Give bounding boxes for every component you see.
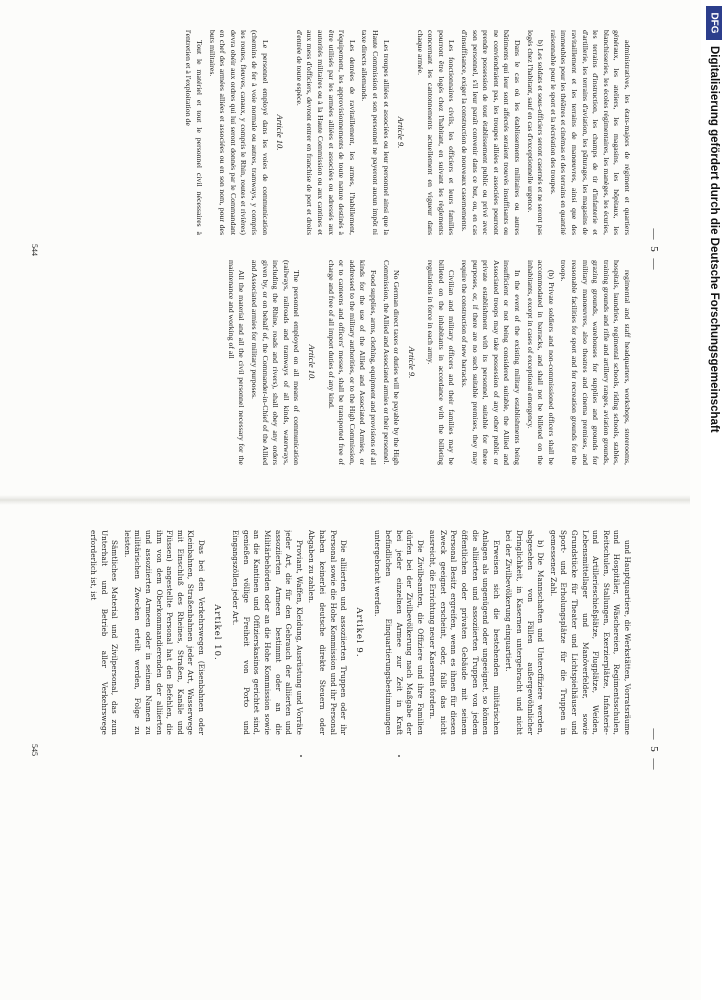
left-page — [0, 0, 690, 500]
dfg-logo-icon — [706, 6, 722, 40]
article-heading: Artikel 10. — [211, 604, 222, 661]
paragraph: Tout le matériel et tout le personnel civil nécessaires à l'entretien et à l'exploitation de — [184, 30, 205, 235]
article-heading: Article 9. — [406, 346, 417, 379]
right-page — [0, 500, 690, 1000]
paragraph: Le personnel employé dans les voies de communication (chemins de fer à voie normale ou autres, tramways, y compris les routes, fleuves, canaux, y compris le Rhin, routes et rivières) devra obéir aux ordres qui lui seront donnés par le Commandant en chef des armées alliées et associées ou en son nom, pour des buts militaires. — [207, 30, 270, 235]
article-heading: Artikel 9. — [353, 607, 364, 658]
paragraph: Les fonctionnaires civils, les officiers et leurs familles pourront être logés chez l'habitant, en suivant les règlements concernant les cantonnements actuellement en vigueur dans chaque armée. — [415, 30, 457, 235]
digitization-credit — [707, 46, 721, 946]
page-footer-number: 544 — [30, 244, 39, 256]
paragraph: Die Zivilbeamten, die Offiziere und ihre Familien dürfen bei der Zivilbevölkerung nach Maßgabe der bei jeder einzelnen Armee zur Zeit in Kraft befindlichen Einquartierungsbestimmungen untergebracht werden. — [373, 530, 425, 735]
article-heading: Article 10. — [275, 114, 286, 151]
paragraph: Les denrées de ravitaillement, les armes, l'habillement, l'équipement, les approvisionnements de toute nature destinés à être utilisés par les armées alliées et associées ou adressés aux autorités militaires ou à la Haute Commission ou aux cantines et aux mess d'officiers, devront entrer en franchise de port et droits d'entrée de toute espèce. — [294, 30, 357, 235]
dfg-logo-text: DFG — [708, 12, 720, 34]
paragraph: und Hauptquartiere, die Werkstätten, Vorratsräume und Hospitäler, Wäschereien, Regimentsschulen, Reitschulen, Stallungen, Exerzierplätze, Infanterie- und Artillerieschießplätze, Flugplätze, Weiden, Lebensmittellager und Manöverfelder, sowie Grundstücke für Theater und Lichtspielhäuser und Sport- und Erholungsplätze für die Truppen in gemessener Zahl. — [548, 530, 632, 735]
paragraph: The personnel employed on all means of communication (railways, railroads and tramways of all kinds, waterways, including the Rhine, roads and rivers), shall obey any orders given by, or on behalf of, the Commander-in-Chief of the Allied and Associated armies for military purposes. — [250, 260, 302, 465]
page-number: — 5 — — [648, 228, 660, 272]
punch-mark — [300, 755, 302, 757]
paragraph: Civilian and military officers and their families may be billeted on the inhabitants in accordance with the billeting regulations in force in each army. — [426, 260, 457, 465]
page-number: — 5 — — [648, 728, 660, 772]
french-column — [46, 30, 632, 235]
punch-mark — [398, 755, 400, 757]
paragraph: In the event of the existing military establishments being insufficient or not being considered suitable, the Allied and Associated troops may take possession of any other public or private establishment with its personnel, suitable for these purposes, or, if there are no such suitable premises, they may require the construction of new barracks. — [460, 260, 523, 465]
digitization-sidebar — [701, 0, 727, 1000]
paragraph: (b) Private soldiers and non-commissioned officers shall be accommodated in barracks, and shall not be billeted on the inhabitants, except in cases of exceptional emergency. — [525, 260, 556, 465]
paragraph: Sämtliches Material und Zivilpersonal, das zum Unterhalt und Betrieb aller Verkehrswege erforderlich ist, ist — [89, 530, 120, 735]
paragraph: b) Die Mannschaften und Unteroffiziere werden, abgesehen von Fällen außergewöhnlicher Dringlichkeit, in Kasernen untergebracht und nicht bei der Zivilbevölkerung einquartiert. — [504, 530, 546, 735]
page-footer-number: 545 — [30, 744, 39, 756]
credit-text: Digitalisierung gefördert durch die Deutsche Forschungsgemeinschaft — [708, 46, 720, 433]
paragraph: administratives, les états-majors de régiment et quartiers généraux, les ateliers, les magasins, les hôpitaux, les blanchisseries, les écoles régimentaires, les manèges, les écuries, les terrains d'instruction, les champs de tir d'infanterie et d'artillerie, les terrains d'aviation, les pâturages, les magasins de ravitaillement et les terrains de manœuvres, ainsi que des immeubles pour les théâtres et cinémas et des terrains en quantité raisonnable pour le sport et la récréation des troupes. — [548, 30, 632, 235]
article-heading: Article 10. — [306, 344, 317, 381]
paragraph: All the material and all the civil personnel necessary for the maintenance and working of all — [226, 260, 247, 465]
paragraph: Dans le cas où les établissements militaires ou autres bâtiments qui leur sont affectés seraient trouvés insuffisants ou ne conviendraient pas, les troupes alliées et associées pourront prendre possession de tout établissement public ou privé avec son personnel, s'il leur paraît convenir dans ce but, ou, en cas d'insuffisance, exiger la construction de nouveaux casernements. — [460, 30, 523, 235]
paragraph: Das bei den Verkehrswegen (Eisenbahnen oder Kleinbahnen, Straßenbahnen jeder Art, Wasserwege mit Einschluß des Rheines, Straßen, Kanäle und Flüssen) angestellte Personal hat den Befehlen, die ihm von dem Oberkommandierenden der alliierten und assoziierten Armeen oder in seinem Namen zu militärischen Zwecken erteilt werden, Folge zu leisten. — [122, 530, 207, 735]
paragraph: Les troupes alliées et associées ou leur personnel ainsi que la Haute Commission et son personnel ne payeront aucun impôt ni taxe directs allemands. — [360, 30, 391, 235]
article-heading: Article 9. — [396, 116, 407, 149]
paragraph: Proviant, Waffen, Kleidung, Ausrüstung und Vorräte jeder Art, die für den Gebrauch der alliierten und assoziierten Armeen bestimmt oder an die Militärbehörden oder an die Hohe Kommission sowie an die Kantinen und Offizierskasinos gerichtet sind, genießen völlige Freiheit von Porto und Eingangszöllen jeder Art. — [231, 530, 304, 735]
english-column — [46, 260, 632, 465]
paragraph: Food supplies, arms, clothing, equipment and provisions of all kinds for the use of the Allied and Associated Armies, or addressed to the military authorities, or to the High Commission, or to canteens and officers' messes, shall be transported free of charge and free of all import duties of any kind. — [326, 260, 378, 465]
paragraph: b) Les soldats et sous-officiers seront casernés et ne seront pas logés chez l'habitant, sauf en cas d'exceptionnelle urgence. — [525, 30, 546, 235]
german-column — [46, 530, 632, 735]
paragraph: regimental and staff headquarters, workshops, storerooms, hospitals, laundries, regimental schools, riding schools, stables, training grounds and rifle and artillery ranges, aviation grounds, grazing grounds, warehouses for supplies and grounds for military manœuvres, also theatres and cinema premises, and reasonable facilities for sport and for recreation grounds for the troops. — [559, 260, 632, 465]
paragraph: Erweisen sich die bestehenden militärischen Anlagen als ungenügend oder ungeeignet, so können die alliierten und assoziierten Truppen von jedem öffentlichen oder privaten Gebäude mit seinem Personal Besitz ergreifen, wenn es ihnen für diesen Zweck geeignet erscheint, oder, falls das nicht ausreicht, die Errichtung neuer Kasernen fordern. — [428, 530, 501, 735]
paragraph: Die alliierten und assoziierten Truppen oder ihr Personal sowie die Hohe Kommission und ihr Personal haben keinerlei deutsche direkte Steuern oder Abgaben zu zahlen. — [307, 530, 349, 735]
paragraph: No German direct taxes or duties will be payable by the High Commission, the Allied and Associated armies or their personnel. — [381, 260, 402, 465]
